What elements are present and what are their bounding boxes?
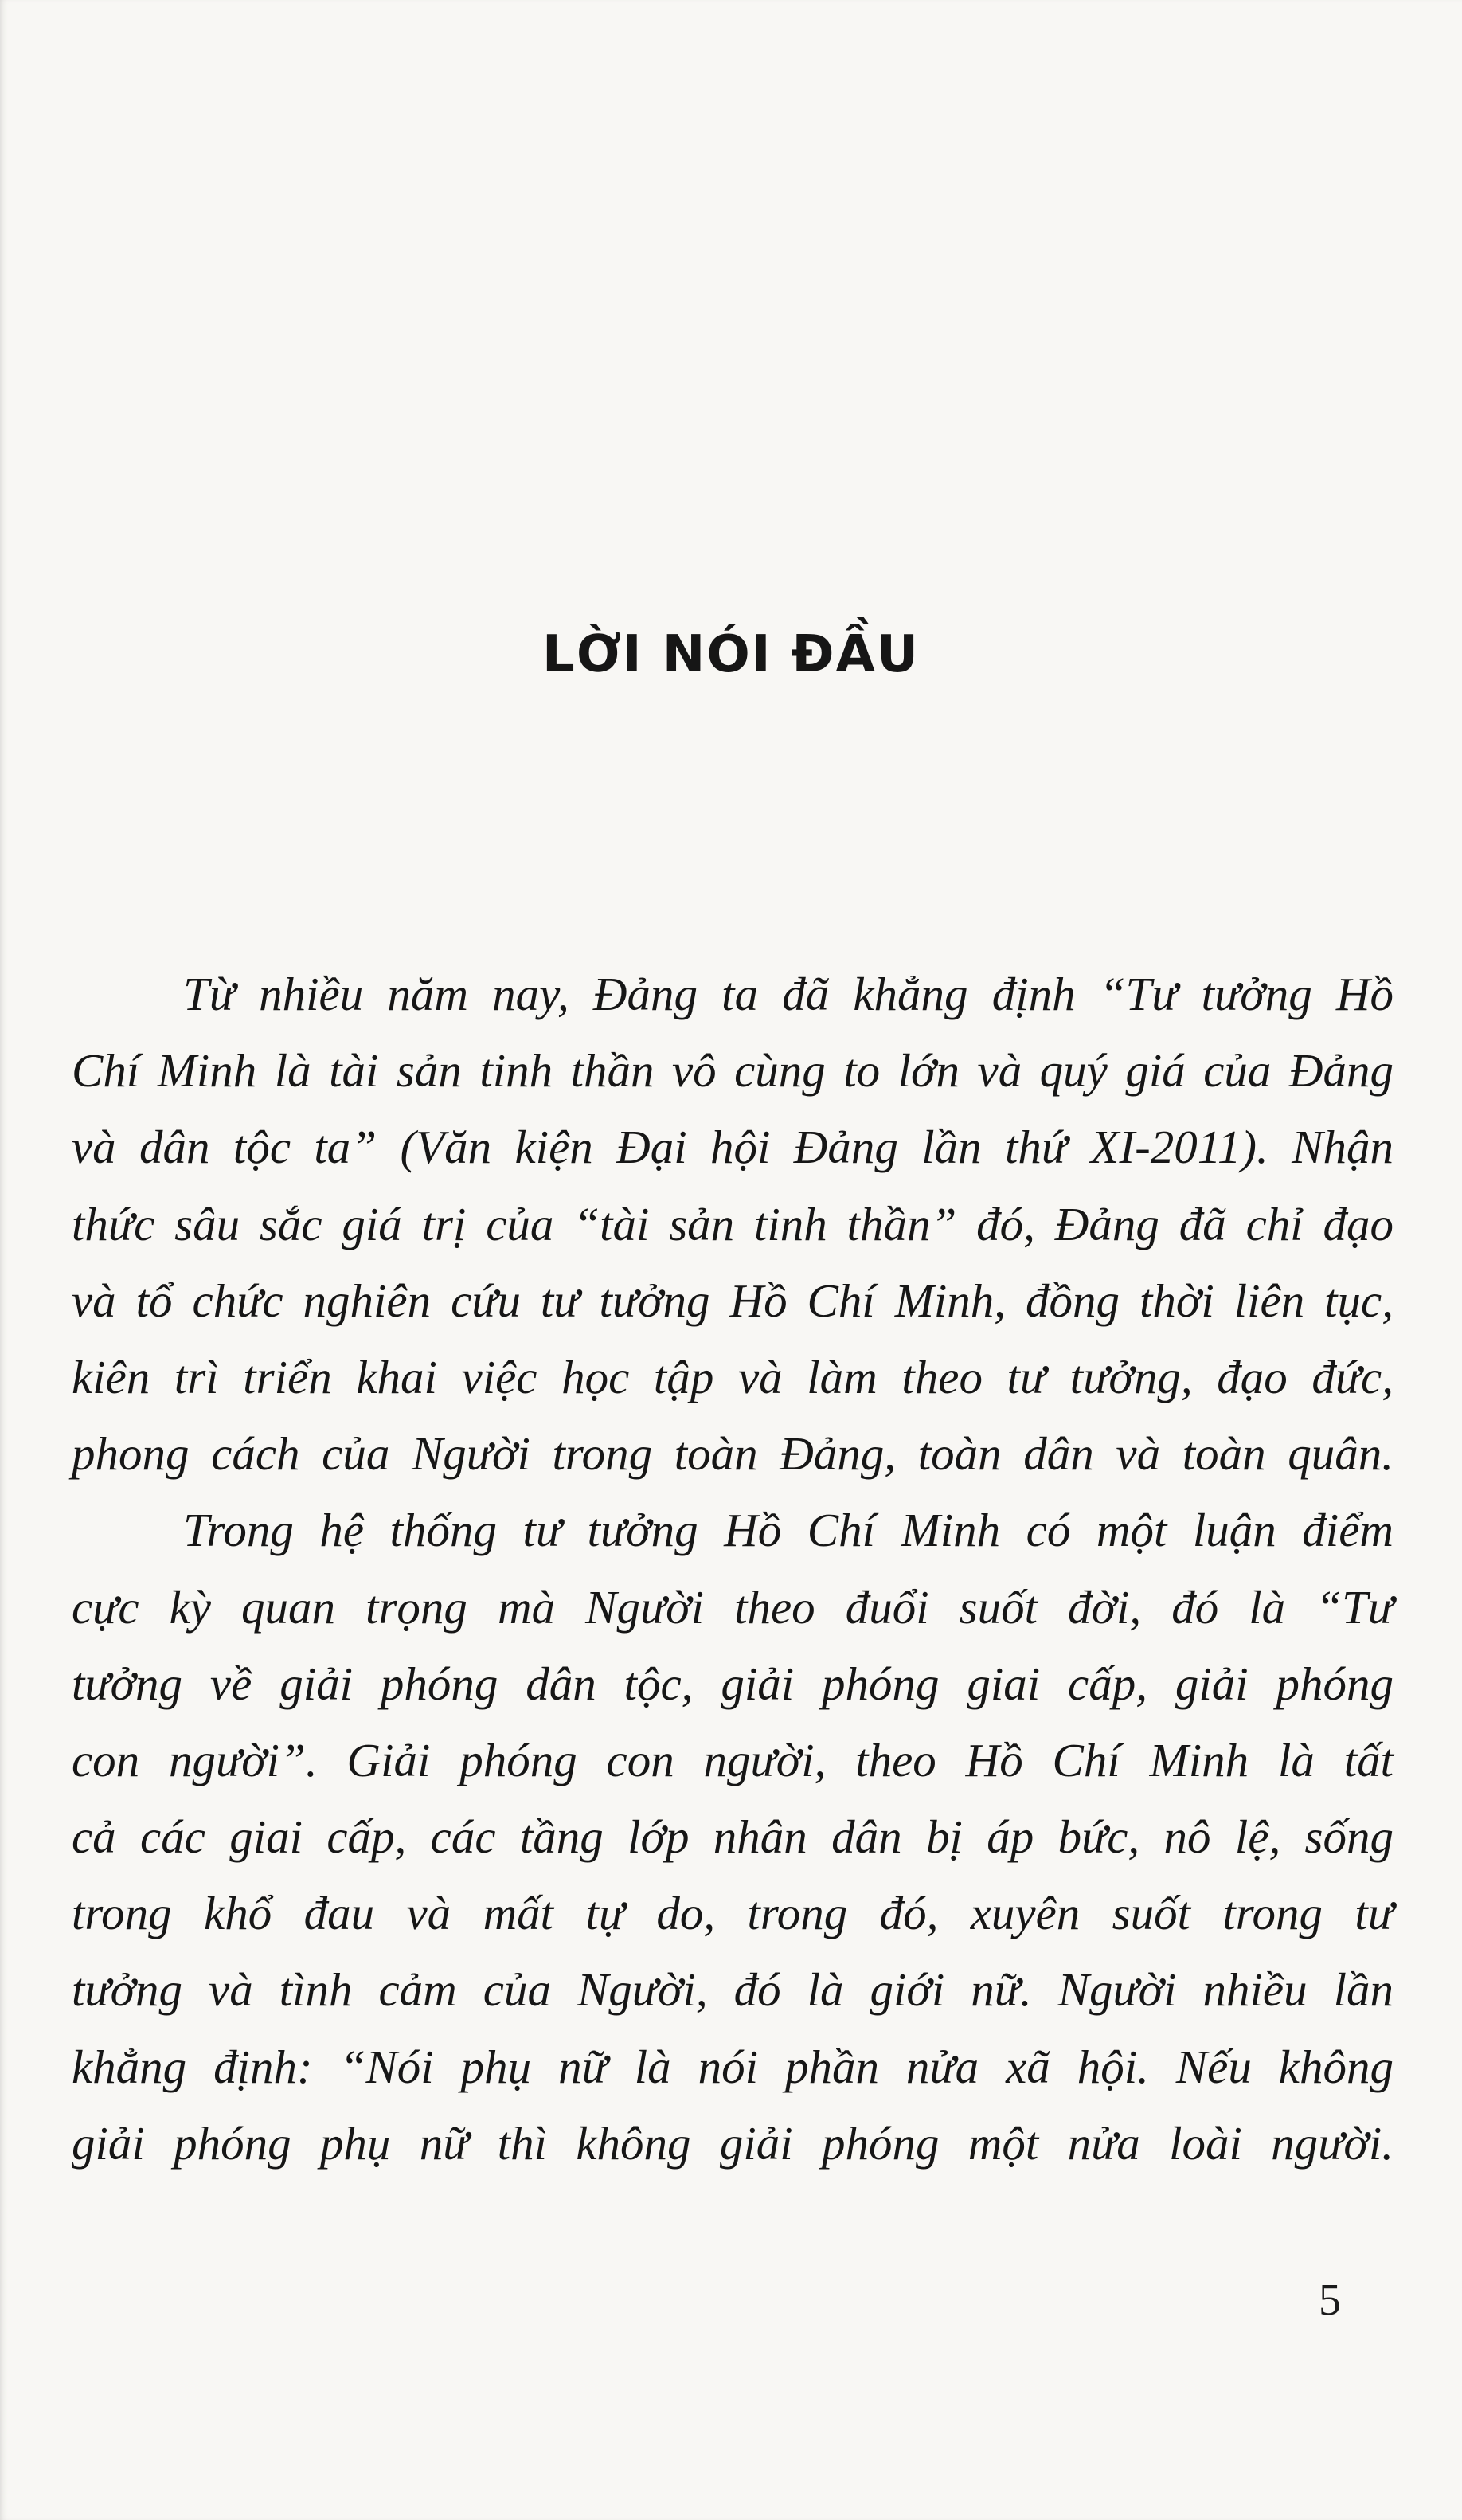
text-line: khẳng định: “Nói phụ nữ là nói phần nửa xã hội. Nếu không: [72, 2040, 1394, 2093]
text-line: Từ nhiều năm nay, Đảng ta đã khẳng định “Tư tưởng Hồ: [183, 968, 1394, 1020]
text-line: giải phóng phụ nữ thì không giải phóng một nửa loài người.: [72, 2116, 1394, 2170]
text-line: tưởng về giải phóng dân tộc, giải phóng giai cấp, giải phóng: [72, 1657, 1394, 1710]
text-line: trong khổ đau và mất tự do, trong đó, xuyên suốt trong tư: [72, 1887, 1394, 1940]
text-line: phong cách của Người trong toàn Đảng, toàn dân và toàn quân.: [72, 1427, 1394, 1481]
text-line: kiên trì triển khai việc học tập và làm theo tư tưởng, đạo đức,: [72, 1350, 1394, 1403]
text-line: tưởng và tình cảm của Người, đó là giới nữ. Người nhiều lần: [72, 1963, 1394, 2017]
text-line: cả các giai cấp, các tầng lớp nhân dân bị áp bức, nô lệ, sống: [72, 1810, 1394, 1864]
paragraph-2: [72, 1492, 1394, 2182]
paragraph-1: [72, 956, 1394, 1492]
text-line: cực kỳ quan trọng mà Người theo đuổi suốt đời, đó là “Tư: [72, 1580, 1394, 1634]
text-line: Trong hệ thống tư tưởng Hồ Chí Minh có một luận điểm: [183, 1504, 1394, 1557]
page-number: 5: [1319, 2275, 1341, 2325]
text-line: Chí Minh là tài sản tinh thần vô cùng to lớn và quý giá của Đảng: [72, 1044, 1394, 1098]
body-text: [72, 956, 1394, 2182]
text-line: con người”. Giải phóng con người, theo Hồ Chí Minh là tất: [72, 1733, 1394, 1786]
text-line: và dân tộc ta” (Văn kiện Đại hội Đảng lần thứ XI-2011). Nhận: [72, 1121, 1394, 1174]
text-line: thức sâu sắc giá trị của “tài sản tinh thần” đó, Đảng đã chỉ đạo: [72, 1197, 1394, 1250]
text-line: và tổ chức nghiên cứu tư tưởng Hồ Chí Minh, đồng thời liên tục,: [72, 1274, 1394, 1327]
chapter-heading: LỜI NÓI ĐẦU: [542, 625, 920, 684]
